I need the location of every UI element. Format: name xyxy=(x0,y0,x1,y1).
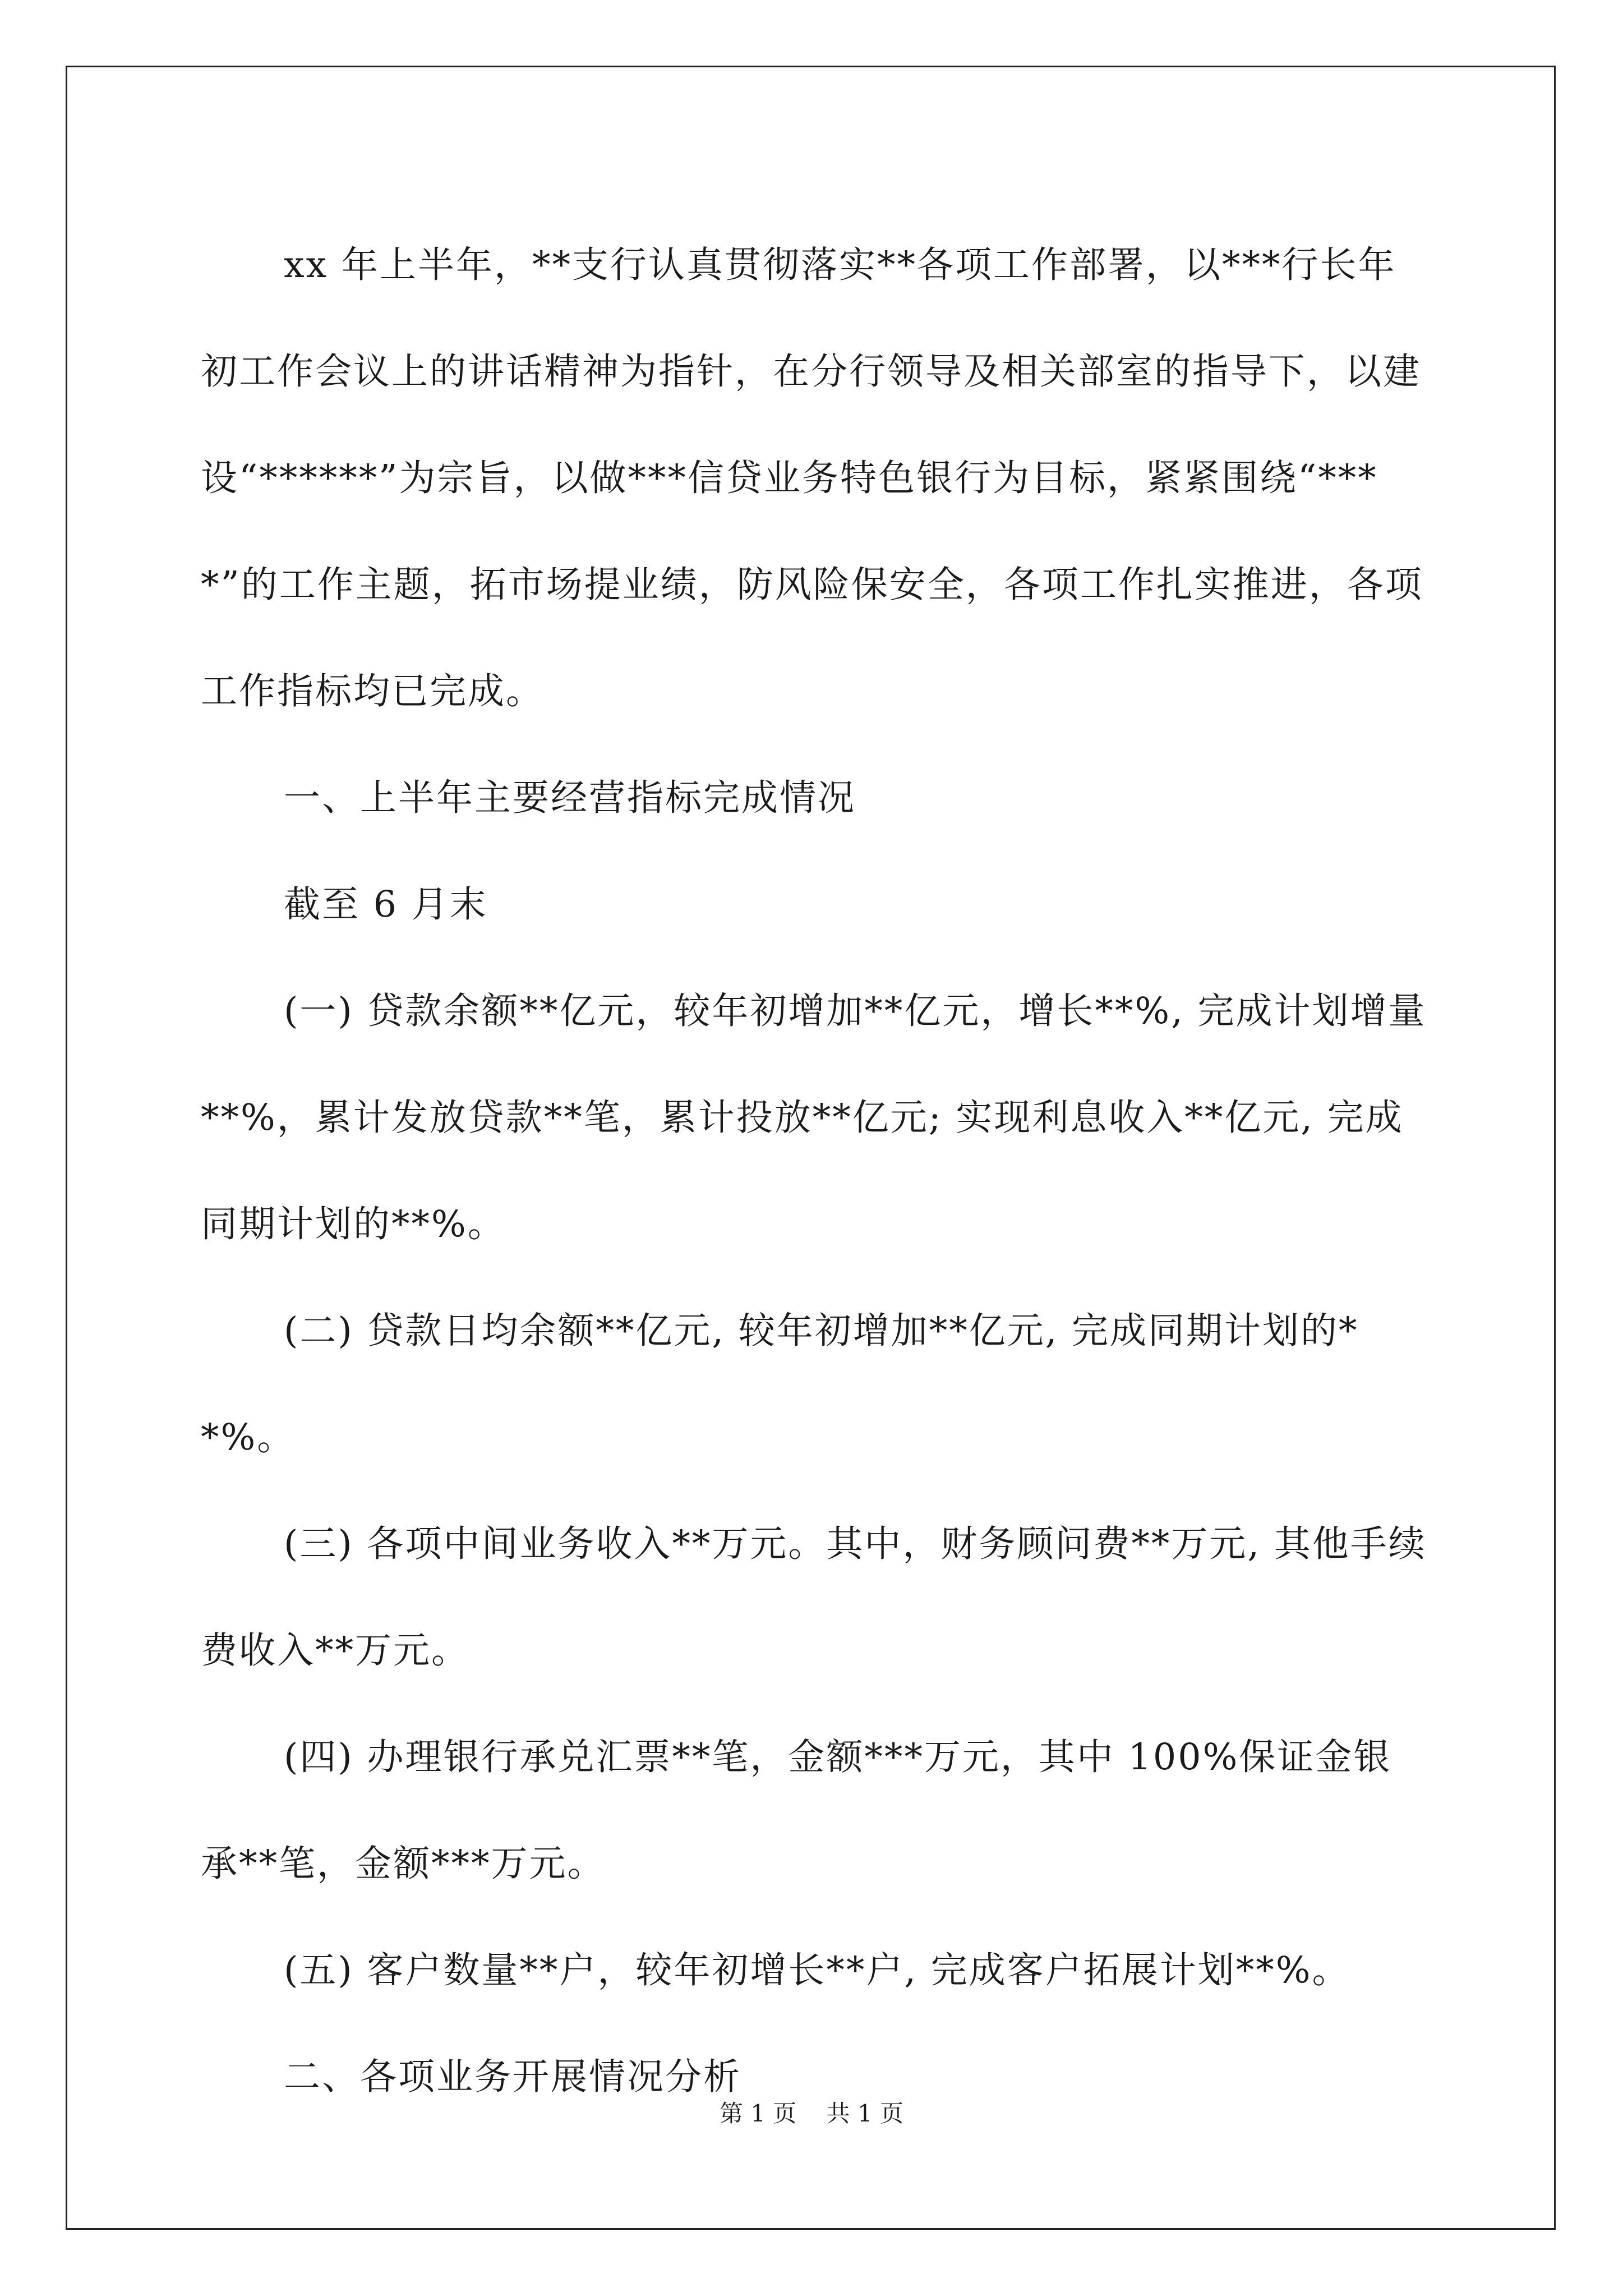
paragraph-item-2: (二) 贷款日均余额**亿元, 较年初增加**亿元, 完成同期计划的**%。 xyxy=(201,1310,1359,1458)
paragraph-item-3: (三) 各项中间业务收入**万元。其中，财务顾问费**万元, 其他手续费收入**万元。 xyxy=(201,1523,1427,1672)
page-number: 第 1 页 xyxy=(719,2100,797,2127)
paragraph-intro: xx 年上半年，**支行认真贯彻落实**各项工作部署，以***行长年初工作会议上的讲话精神为指针，在分行领导及相关部室的指导下，以建设“******”为宗旨，以做***信贷业务特色银行为目标，紧紧围绕“****”的工作主题，拓市场提业绩，防风险保安全，各项工作扎实推进，各项工作指标均已完成。 xyxy=(201,244,1423,712)
section-heading-1: 一、上半年主要经营指标完成情况 xyxy=(284,777,856,819)
paragraph-as-of: 截至 6 月末 xyxy=(284,884,488,926)
paragraph-item-1: (一) 贷款余额**亿元，较年初增加**亿元，增长**%, 完成计划增量**%，累计发放贷款**笔，累计投放**亿元; 实现利息收入**亿元, 完成同期计划的**%。 xyxy=(201,990,1427,1245)
page-footer xyxy=(0,2095,1623,2129)
paragraph-item-4: (四) 办理银行承兑汇票**笔，金额***万元，其中 100%保证金银承**笔，金额***万元。 xyxy=(201,1736,1392,1885)
document-body xyxy=(201,212,1429,2131)
paragraph-item-5: (五) 客户数量**户，较年初增长**户, 完成客户拓展计划**%。 xyxy=(284,1949,1350,1991)
page-total: 共 1 页 xyxy=(826,2100,904,2127)
section-heading-2: 二、各项业务开展情况分析 xyxy=(284,2056,742,2098)
